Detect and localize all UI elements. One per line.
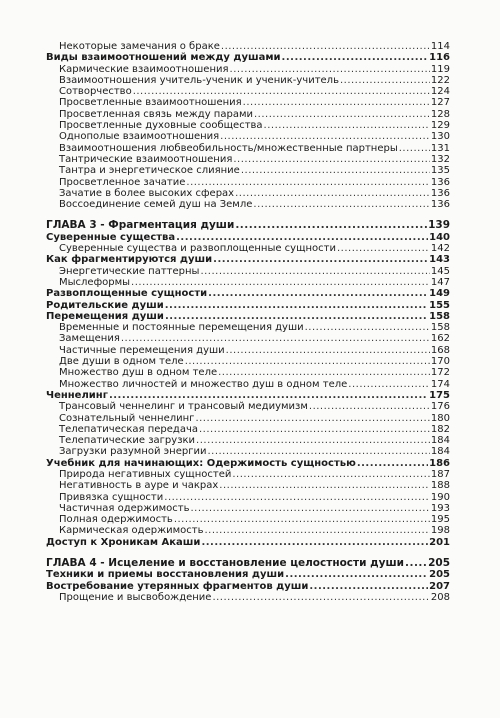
toc-subsection-row[interactable] — [46, 322, 450, 333]
toc-entry-title: Мыслеформы — [59, 276, 131, 288]
toc-page-number: 208 — [430, 591, 450, 603]
toc-entry-title: Множество личностей и множество душ в одном теле — [59, 378, 348, 390]
dot-leader — [176, 232, 428, 243]
toc-subsection-row[interactable] — [46, 592, 450, 603]
toc-page-number: 190 — [430, 491, 450, 503]
toc-subsection-row[interactable] — [46, 243, 450, 254]
toc-subsection-row[interactable] — [46, 165, 450, 176]
dot-leader — [131, 277, 430, 288]
dot-leader — [233, 154, 430, 165]
dot-leader — [212, 592, 429, 603]
toc-entry-title: Некоторые замечания о браке — [59, 41, 220, 52]
toc-page-number: 170 — [430, 356, 450, 368]
toc-page-number: 140 — [429, 231, 450, 243]
toc-page-number: 143 — [429, 254, 450, 266]
toc-subsection-row[interactable] — [46, 424, 450, 435]
toc-page-number: 149 — [429, 288, 450, 300]
toc-entry-title: Тантрические взаимоотношения — [59, 153, 233, 165]
toc-entry-title: Развоплощенные сущности — [46, 288, 208, 300]
toc-subsection-row[interactable] — [46, 64, 450, 75]
dot-leader — [399, 143, 430, 154]
dot-leader — [285, 569, 428, 580]
dot-leader — [195, 413, 429, 424]
dot-leader — [186, 177, 430, 188]
toc-subsection-row[interactable] — [46, 503, 450, 514]
toc-page-number: 136 — [430, 199, 450, 211]
toc-entry-title: Перемещения души — [46, 310, 164, 322]
dot-leader — [241, 165, 430, 176]
toc-page-number: 176 — [430, 401, 450, 413]
toc-page-number: 139 — [428, 219, 450, 232]
toc-page-number: 135 — [430, 165, 450, 177]
toc-page-number: 186 — [429, 457, 450, 469]
toc-entry-title: Взаимоотношения любвеобильность/множественные партнеры — [59, 142, 398, 154]
dot-leader — [133, 86, 430, 97]
dot-leader — [282, 52, 429, 63]
toc-page-number: 155 — [429, 299, 450, 311]
toc-entry-title: Просветленные взаимоотношения — [59, 97, 242, 109]
toc-section-row[interactable] — [46, 569, 450, 580]
toc-page-number: 198 — [430, 525, 450, 537]
dot-leader — [337, 243, 430, 254]
toc-subsection-row[interactable] — [46, 75, 450, 86]
dot-leader — [309, 581, 428, 592]
toc-page-number: 180 — [430, 412, 450, 424]
toc-section-row[interactable] — [46, 537, 450, 548]
toc-page-number: 136 — [430, 176, 450, 188]
toc-section-row[interactable] — [46, 311, 450, 322]
toc-page-number: 205 — [428, 557, 450, 570]
toc-page-number: 147 — [430, 276, 450, 288]
toc-entry-title: Природа негативных сущностей — [59, 468, 232, 480]
toc-page-number: 129 — [430, 120, 450, 132]
toc-entry-title: Негативность в ауре и чакрах — [59, 480, 219, 492]
dot-leader — [264, 120, 430, 131]
toc-entry-title: Просветленные духовные сообщества — [59, 120, 263, 132]
table-of-contents — [46, 41, 450, 603]
toc-entry-title: ГЛАВА 4 - Исцеление и восстановление целостности души — [46, 557, 404, 570]
dot-leader — [200, 266, 429, 277]
toc-subsection-row[interactable] — [46, 143, 450, 154]
toc-subsection-row[interactable] — [46, 480, 450, 491]
toc-entry-title: Кармические взаимоотношения — [59, 63, 229, 75]
dot-leader — [253, 199, 430, 210]
dot-leader — [174, 514, 430, 525]
toc-entry-title: Техники и приемы восстановления души — [46, 569, 285, 581]
toc-entry-title: Востребование утерянных фрагментов души — [46, 580, 309, 592]
toc-entry-title: Учебник для начинающих: Одержимость сущностью — [46, 457, 356, 469]
toc-subsection-row[interactable] — [46, 356, 450, 367]
dot-leader — [164, 492, 430, 503]
toc-subsection-row[interactable] — [46, 446, 450, 457]
toc-entry-title: Воссоединение семей душ на Земле — [59, 199, 253, 211]
dot-leader — [235, 188, 430, 199]
toc-subsection-row[interactable] — [46, 333, 450, 344]
toc-entry-title: Суверенные существа — [46, 231, 176, 243]
toc-subsection-row[interactable] — [46, 469, 450, 480]
toc-page-number: 114 — [430, 41, 450, 52]
toc-subsection-row[interactable] — [46, 413, 450, 424]
toc-entry-title: Взаимоотношения учитель-ученик и ученик-учитель — [59, 74, 339, 86]
toc-page-number: 132 — [430, 153, 450, 165]
toc-subsection-row[interactable] — [46, 154, 450, 165]
toc-chapter-row[interactable] — [46, 220, 450, 231]
dot-leader — [309, 401, 430, 412]
toc-entry-title: Замещения — [59, 333, 120, 345]
toc-subsection-row[interactable] — [46, 277, 450, 288]
toc-entry-title: Привязка сущности — [59, 491, 164, 503]
toc-chapter-row[interactable] — [46, 558, 450, 569]
toc-subsection-row[interactable] — [46, 514, 450, 525]
toc-entry-title: Доступ к Хроникам Акаши — [46, 536, 201, 548]
dot-leader — [243, 97, 430, 108]
toc-entry-title: ГЛАВА 3 - Фрагментация души — [46, 219, 235, 232]
toc-subsection-row[interactable] — [46, 525, 450, 536]
toc-section-row[interactable] — [46, 254, 450, 265]
toc-section-row[interactable] — [46, 390, 450, 401]
toc-subsection-row[interactable] — [46, 492, 450, 503]
toc-page-number: 201 — [429, 536, 450, 548]
toc-entry-title: Просветленное зачатие — [59, 176, 186, 188]
toc-entry-title: Сознательный ченнелинг — [59, 412, 195, 424]
toc-subsection-row[interactable] — [46, 435, 450, 446]
dot-leader — [357, 458, 428, 469]
toc-entry-title: Однополые взаимоотношения — [59, 131, 220, 143]
dot-leader — [226, 345, 430, 356]
toc-section-row[interactable] — [46, 300, 450, 311]
toc-page-number: 136 — [430, 187, 450, 199]
toc-section-row[interactable] — [46, 581, 450, 592]
toc-page-number: 158 — [430, 322, 450, 334]
toc-entry-title: Кармическая одержимость — [59, 525, 204, 537]
toc-page-number: 127 — [430, 97, 450, 109]
toc-page-number: 172 — [430, 367, 450, 379]
dot-leader — [207, 446, 429, 457]
dot-leader — [165, 311, 428, 322]
toc-page-number: 182 — [430, 423, 450, 435]
toc-page-number: 131 — [430, 142, 450, 154]
toc-subsection-row[interactable] — [46, 266, 450, 277]
toc-page-number: 116 — [429, 52, 450, 64]
dot-leader — [109, 390, 428, 401]
dot-leader — [191, 503, 430, 514]
toc-subsection-row[interactable] — [46, 41, 450, 52]
toc-page-number: 184 — [430, 446, 450, 458]
toc-entry-title: Прощение и высвобождение — [59, 591, 212, 603]
toc-subsection-row[interactable] — [46, 188, 450, 199]
toc-page-number: 207 — [429, 580, 450, 592]
toc-page-number: 168 — [430, 344, 450, 356]
toc-entry-title: Частичные перемещения души — [59, 344, 225, 356]
toc-page-number: 184 — [430, 435, 450, 447]
dot-leader — [340, 75, 430, 86]
toc-entry-title: Телепатическая передача — [59, 423, 198, 435]
toc-subsection-row[interactable] — [46, 120, 450, 131]
toc-entry-title: Временные и постоянные перемещения души — [59, 322, 304, 334]
toc-entry-title: Две души в одном теле — [59, 356, 184, 368]
toc-entry-title: Ченнелинг — [46, 389, 108, 401]
toc-entry-title: Энергетические паттерны — [59, 265, 200, 277]
toc-page-number: 174 — [430, 378, 450, 390]
toc-subsection-row[interactable] — [46, 97, 450, 108]
toc-entry-title: Сотворчество — [59, 86, 132, 98]
toc-page-number: 119 — [430, 63, 450, 75]
dot-leader — [219, 480, 430, 491]
dot-leader — [230, 64, 430, 75]
dot-leader — [201, 537, 428, 548]
dot-leader — [196, 435, 430, 446]
dot-leader — [305, 322, 430, 333]
toc-entry-title: Телепатические загрузки — [59, 435, 196, 447]
toc-page-number: 142 — [430, 243, 450, 255]
toc-page-number: 122 — [430, 74, 450, 86]
toc-subsection-row[interactable] — [46, 379, 450, 390]
dot-leader — [208, 288, 428, 299]
toc-entry-title: Множество душ в одном теле — [59, 367, 218, 379]
toc-subsection-row[interactable] — [46, 109, 450, 120]
toc-subsection-row[interactable] — [46, 367, 450, 378]
dot-leader — [348, 379, 430, 390]
toc-entry-title: Загрузки разумной энергии — [59, 446, 207, 458]
toc-page-number: 130 — [430, 131, 450, 143]
toc-page-number: 158 — [429, 310, 450, 322]
toc-entry-title: Виды взаимоотношений между душами — [46, 52, 281, 64]
toc-subsection-row[interactable] — [46, 177, 450, 188]
toc-page-number: 162 — [430, 333, 450, 345]
toc-section-row[interactable] — [46, 52, 450, 63]
dot-leader — [213, 254, 428, 265]
toc-page-number: 193 — [430, 502, 450, 514]
toc-page-number: 187 — [430, 468, 450, 480]
toc-subsection-row[interactable] — [46, 401, 450, 412]
dot-leader — [204, 525, 429, 536]
toc-subsection-row[interactable] — [46, 131, 450, 142]
dot-leader — [165, 300, 428, 311]
toc-subsection-row[interactable] — [46, 86, 450, 97]
toc-entry-title: Частичная одержимость — [59, 502, 190, 514]
dot-leader — [235, 220, 427, 231]
toc-page-number: 188 — [430, 480, 450, 492]
dot-leader — [405, 558, 427, 569]
toc-subsection-row[interactable] — [46, 345, 450, 356]
toc-subsection-row[interactable] — [46, 199, 450, 210]
toc-entry-title: Как фрагментируются души — [46, 254, 213, 266]
dot-leader — [199, 424, 430, 435]
toc-section-row[interactable] — [46, 458, 450, 469]
toc-page-number: 145 — [430, 265, 450, 277]
toc-entry-title: Суверенные существа и развоплощенные сущности — [59, 243, 336, 255]
dot-leader — [121, 333, 430, 344]
toc-page-number: 128 — [430, 108, 450, 120]
toc-entry-title: Полная одержимость — [59, 514, 173, 526]
toc-page-number: 205 — [429, 569, 450, 581]
toc-entry-title: Родительские души — [46, 299, 164, 311]
toc-page-number: 124 — [430, 86, 450, 98]
dot-leader — [185, 356, 430, 367]
toc-page-number: 175 — [429, 389, 450, 401]
dot-leader — [232, 469, 430, 480]
dot-leader — [254, 109, 430, 120]
toc-entry-title: Просветленная связь между парами — [59, 108, 253, 120]
toc-entry-title: Тантра и энергетическое слияние — [59, 165, 240, 177]
toc-entry-title: Трансовый ченнелинг и трансовый медиумизм — [59, 401, 308, 413]
toc-entry-title: Зачатие в более высоких сферах — [59, 187, 235, 199]
toc-section-row[interactable] — [46, 288, 450, 299]
dot-leader — [220, 131, 430, 142]
toc-section-row[interactable] — [46, 232, 450, 243]
dot-leader — [221, 41, 430, 52]
toc-page-number: 195 — [430, 514, 450, 526]
dot-leader — [218, 367, 430, 378]
